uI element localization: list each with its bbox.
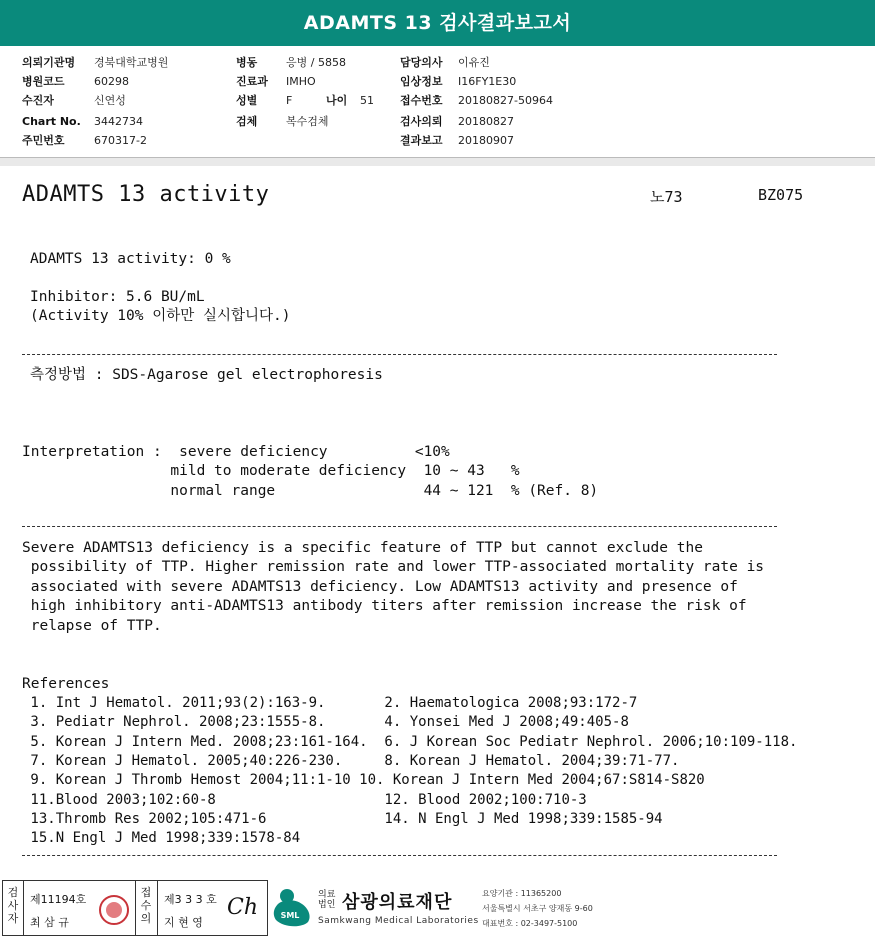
report-title: ADAMTS 13 검사결과보고서: [0, 0, 875, 46]
interpretation-line-2: mild to moderate deficiency 10 ~ 43 %: [22, 463, 520, 479]
comment-line: high inhibitory anti-ADAMTS13 antibody titers after remission increase the risk of: [22, 598, 747, 614]
signature-icon: Ch: [227, 895, 259, 920]
interpretation-line-3: normal range 44 ~ 121 % (Ref. 8): [22, 483, 599, 499]
field-ward: 병동 응병 / 5858: [236, 56, 346, 69]
reception-label: 접 수 의: [140, 886, 152, 925]
reference-row: 11.Blood 2003;102:60-8 12. Blood 2002;100:710-3: [22, 792, 587, 808]
dashed-divider: [22, 855, 777, 856]
field-request-date: 검사의뢰 20180827: [400, 115, 514, 128]
inspector-name: 최 삼 규: [30, 916, 69, 929]
reference-row: 13.Thromb Res 2002;105:471-6 14. N Engl J Med 1998;339:1585-94: [22, 811, 663, 827]
reference-row: 1. Int J Hematol. 2011;93(2):163-9. 2. Haematologica 2008;93:172-7: [22, 695, 638, 711]
field-specimen: 검체 복수검체: [236, 115, 329, 128]
field-doctor: 담당의사 이유진: [400, 56, 490, 69]
field-clinical-info: 임상정보 I16FY1E30: [400, 75, 517, 88]
field-patient-name: 수진자 신연성: [22, 94, 126, 107]
institution-code: 요양기관 : 11365200: [482, 889, 562, 898]
field-chart-no: Chart No. 3442734: [22, 115, 143, 128]
references-heading: References: [22, 676, 110, 692]
lab-address: 서울특별시 서초구 양재동 9-60: [482, 904, 593, 913]
interpretation-line-1: Interpretation : severe deficiency <10%: [22, 444, 450, 460]
reference-row: 7. Korean J Hematol. 2005;40:226-230. 8. Korean J Hematol. 2004;39:71-77.: [22, 753, 680, 769]
sml-logo-text: SML: [280, 911, 300, 920]
section-divider: [0, 158, 875, 166]
brand-english-name: Samkwang Medical Laboratories: [318, 916, 479, 926]
field-requesting-institution: 의뢰기관명 경북대학교병원: [22, 56, 169, 69]
dashed-divider: [22, 526, 777, 527]
comment-line: relapse of TTP.: [22, 618, 162, 634]
activity-result: ADAMTS 13 activity: 0 %: [30, 251, 231, 267]
field-receipt-no: 접수번호 20180827-50964: [400, 94, 553, 107]
patient-info-section: [0, 46, 875, 158]
dashed-divider: [22, 354, 777, 355]
reception-name: 지 현 영: [164, 916, 203, 929]
lab-brand: [270, 880, 600, 936]
seal-stamp-icon: [99, 895, 129, 925]
method-text: 측정방법 : SDS-Agarose gel electrophoresis: [30, 367, 383, 383]
field-hospital-code: 병원코드 60298: [22, 75, 129, 88]
test-title: ADAMTS 13 activity: [22, 182, 270, 207]
code-label-1: 노73: [650, 188, 683, 206]
inhibitor-note: (Activity 10% 이하만 실시합니다.): [30, 308, 291, 324]
reception-license-no: 제3 3 3 호: [164, 893, 217, 906]
inspector-license-no: 제11194호: [30, 893, 87, 906]
reference-row: 9. Korean J Thromb Hemost 2004;11:1-10 10. Korean J Intern Med 2004;67:S814-S820: [22, 772, 705, 788]
field-sex-age: 성별 F 나이 51: [236, 94, 374, 107]
report-body: [0, 166, 875, 866]
inspector-label: 검 사 자: [7, 886, 19, 925]
comment-line: Severe ADAMTS13 deficiency is a specific feature of TTP but cannot exclude the: [22, 540, 703, 556]
sml-logo-icon: [272, 886, 314, 928]
code-label-2: BZ075: [758, 186, 804, 204]
brand-contact-info: [482, 886, 593, 931]
brand-prefix: 의료법인: [318, 890, 336, 910]
lab-phone: 대표번호 : 02-3497-5100: [482, 919, 578, 928]
reference-row: 5. Korean J Intern Med. 2008;23:161-164. 6. J Korean Soc Pediatr Nephrol. 2006;10:109-118.: [22, 734, 798, 750]
reference-row: 15.N Engl J Med 1998;339:1578-84: [22, 830, 301, 846]
comment-line: possibility of TTP. Higher remission rate and lower TTP-associated mortality rate is: [22, 559, 765, 575]
reference-row: 3. Pediatr Nephrol. 2008;23:1555-8. 4. Yonsei Med J 2008;49:405-8: [22, 714, 629, 730]
field-department: 진료과 IMHO: [236, 75, 316, 88]
brand-name: 삼광의료재단: [342, 892, 453, 913]
inhibitor-result: Inhibitor: 5.6 BU/mL: [30, 289, 205, 305]
field-resident-no: 주민번호 670317-2: [22, 134, 147, 147]
report-footer: [0, 874, 875, 946]
comment-line: associated with severe ADAMTS13 deficiency. Low ADAMTS13 activity and presence of: [22, 579, 738, 595]
signature-box: [2, 880, 268, 936]
field-report-date: 결과보고 20180907: [400, 134, 514, 147]
